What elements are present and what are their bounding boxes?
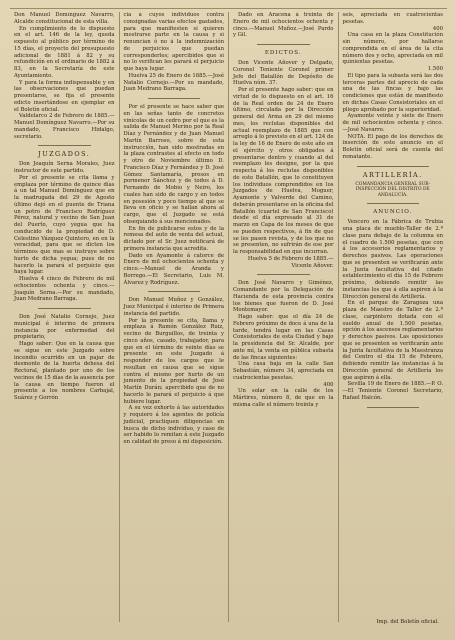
divider [38, 145, 91, 146]
divider [38, 308, 91, 309]
paragraph: En fin de publicarse estos y de la remesa del auto de venta del actual, dictado por el Sr. Juez notificará de primera instancia que acredita. [123, 225, 224, 252]
nota-paragraph: NOTA. El pago de los derechos de inserción de este anuncio en el Boletín oficial será de cuenta del rematante. [342, 133, 443, 160]
signature-line: Huelva 5 de Febrero de 1885.—Vicente Añover. [247, 255, 334, 269]
divider [257, 274, 310, 275]
listing-amount: 400 [323, 381, 334, 388]
listing-paragraph: Una casa en la plaza Constitución sin número, por hallarse comprendida en el área de la cita número dos y ocho, apreciada en mil quinientas pesetas. [342, 32, 443, 66]
juez-heading: Don Joaquín Serna Morales, Juez instructor de este partido. [14, 161, 115, 174]
columns [10, 12, 447, 622]
signature-paragraph: Huelva 4 cinco de Febrero de mil ochocientos ochenta y cinco.—Joaquín Serna.—Por su mandado, Juan Medrano Barraga. [14, 276, 115, 303]
divider [148, 98, 201, 99]
signature-paragraph: Sevilla 19 de Enero de 1885.—P. O.—El Teniente Coronel Secretario, Rafael Halcón. [342, 381, 443, 401]
signature-paragraph: Ayamonte veinte y siete de Enero de mil ochocientos ochenta y cinco.—José Navarro. [342, 113, 443, 133]
column-1 [10, 12, 120, 622]
top-rule [10, 8, 447, 11]
section-heading-artilleria: ARTILLERÍA. [362, 170, 423, 179]
paragraph: Por la presente se cita, llama y emplaza á Ramón González Ruiz, vecino de Burguillos, de treinta y cinco años, casado, trabajador, para que en el término de veinte días se presente en este Juzgado á responder de los cargos que le resultan en causa que se sigue contra el mismo por hurto de un jumento de la propiedad de José Martín Durán; apercibido que de no hacerlo le parará el perjuicio á que hubiere lugar. [123, 317, 224, 405]
divider [257, 44, 310, 45]
signature-paragraph: Huelva 25 de Enero de 1885.—José Natalio Cornejo.—Por su mandado, Juan Medrano Barraga. [123, 72, 224, 93]
paragraph: Hago saber: que el día 24 de Febrero próximo de doce á una de la tarde, tendrá lugar en las Casas Consistoriales de esta Ciudad y bajo la presidencia del Sr. Alcalde, por ante mí, la venta en pública subasta de las fincas siguientes: [233, 314, 334, 361]
alcalde-heading: Don Manuel Domínguez Navarro, Alcalde constitucional de esta villa. [14, 12, 115, 25]
paragraph: A su vez exhorto á las autoridades y requiero á los agentes de policía judicial, practiquen diligencias en busca de dicho individuo, y caso de ser habido lo remitan á este Juzgado en calidad de preso á mi disposición. [123, 405, 224, 445]
listing-paragraph: seis, apreciada en cuatrocientas pesetas. [342, 12, 443, 25]
signature-paragraph: Valdelarco 2 de Febrero de 1885.—Manuel Domínguez Navarro.—Por su mandado, Francisco Hidalgo, secretario. [14, 113, 115, 140]
section-subheading: COMANDANCIA GENERAL SUB-INSPECCIÓN DEL DISTRITO DE ANDALUCÍA. [355, 181, 431, 198]
section-heading-juzgados: JUZGADOS. [38, 150, 91, 159]
column-2 [120, 12, 230, 622]
paragraph: cia á cuyos individuos contra consignadas varias efectos gastados, para que manifiesten si quieren mostrarse parte en la causa y si renuncian ó no á la indemnización de perjuicios que puedan corresponderles; apercibidos que si no lo verifican les parará el perjuicio que haya lugar. [123, 12, 224, 72]
anuncio-heading: ANUNCIO. [373, 209, 413, 216]
juez-heading: Don José Natalio Cornejo, Juez municipal é interino de primera instancia por enfermedad del propietario, [14, 314, 115, 341]
officer-heading: Don José Navarro y Giménez, Comandante por la Delegación de Hacienda de esta provincia contra los bienes que fueron de D. José Montemayor. [233, 280, 334, 314]
paragraph: Y para la forma indispensable y en las observaciones que puedan presentarse, se fija el presente edicto insertándose en ejemplar en el Boletín oficial. [14, 79, 115, 113]
paragraph: El tipo para la subasta será las dos terceras partes del aprecio de cada una de las fincas y bajo las condiciones que están de manifiesto en dichas Casas Consistoriales en el pliego aprobado por la superioridad. [342, 72, 443, 113]
signature-paragraph: Dado en Ayamonte á catorce de Enero de mil ochocientos ochenta y cinco.—Manuel de Aranda y Borrego.—El Secretario, Luis M. Álvarez y Rodríguez. [123, 252, 224, 286]
divider [367, 203, 420, 204]
paragraph: En el parque de Zaragoza una plaza de Maestro de Taller de 2.ª clase, carpintero dotada con el sueldo anual de 1.500 pesetas, opción á los ascensos reglamentarios y derechos pasivos. Las oposiciones que se presenten se verificarán ante la Junta facultativa de la Maestranza del Centro el día 15 de Febrero, debiendo remitir las instancias á la Dirección general de Artillería los que aspiren á ella. [342, 300, 443, 381]
paragraph: Por el presente hago saber: que en virtud de lo dispuesto en el art. 16 de la Real orden de 24 de Enero último, circulada por la Dirección general del Arma en 29 del mismo mes, los reclutas disponibles del actual reemplazo de 1885 que con arreglo á lo previsto en el art. 124 de la ley de 16 de Enero de este año en el ejército y otros obligados á presentarse dentro y cuando al del reemplazo les designe, por la que respecta á los reclutas disponibles de este Batallón, que lo constituyen los individuos comprendidos en los Juzgados de Huelva, Moguer, Ayamonte y Valverde del Camino, deberán presentarse en la oficina del Batallón (cuartel de San Francisco) desde el día expresado al 31 de marzo en Capa de los meses de que se pueden respectivos, á fin de que se les pasen revista, y de los que no se presenten, no sufrirán de ese por la responsabilidad en que incurran. [233, 87, 334, 255]
paragraph: En cumplimiento de lo dispuesto en el art. 146 de la ley, queda expuesto al público por término de 15 días, el proyecto del presupuesto adicional de 1881 á 82 y su refundición en el ordinario de 1882 á 83, en la Secretaría de este Ayuntamiento. [14, 25, 115, 79]
listing-paragraph: Un solar en la calle de los Mártires, número 8, de que en la misma calle el número treinta y [233, 388, 334, 408]
officer-heading: Don Vicente Añover y Delgado, Coronel Teniente Coronel primer Jefe del Batallón de Depósito de Huelva núm. 37. [233, 60, 334, 87]
listing-amount: 1.500 [427, 66, 443, 72]
listing-amount: 400 [432, 25, 443, 32]
column-4 [339, 12, 448, 622]
paragraph: Hago saber: Que en la causa que se sigue en este Juzgado sobre incendio ocurrido en un pajar de desmonte de la huerta dehesa del Rectoral, plantado por uno de los vecinos de 15 días de la ausencia por la causa en tiempo fueron el presente a los nombres Carbajal, Suárez y Gorrón [14, 341, 115, 401]
divider [367, 407, 420, 408]
column-3 [229, 12, 339, 622]
signature-paragraph: Dado en Aracena á treinta de Enero de mil ochocientos ochenta y cinco.—Manuel Muñoz.—José Pardo y Gil. [233, 12, 334, 39]
divider [148, 291, 201, 292]
juez-heading: Don Manuel Muñoz y González, Juez Municipal é interino de Primera instancia del partido. [123, 297, 224, 317]
section-heading-edictos: EDICTOS. [264, 50, 302, 56]
divider [357, 166, 430, 167]
listing-paragraph: Una casa baja en la calle San Sebastián, número 34, apreciada en cuatrocientas pesetas. [233, 361, 334, 381]
paragraph: Por el presente se cita llama y emplaza por término de quince días á un tal Manuel Domínguez que en la madrugada del 29 de Agosto último dejó en el puente de Triana un potro de Francisco Rodríguez Pérez, natural y vecino de San Juan del Puerto, cuyo yegua que ha conducido de la propiedad de D. Celestino Vázquez Quintero, en en la veracidad, para que se dicten los términos que mas se instruye sobre hurto de dicha yegua; pues de no hacerlo la parará el perjuicio que haya lugar. [14, 174, 115, 276]
paragraph: Vencero en la Fábrica de Trubia una placa de mueblo-Taller de 2.ª clase para debajo de la columna en el cuadro de 1.500 pesetas, que con á los accesorios reglamentarios y derechos pasivos. Las operaciones que se presenten se verificarán ante la Junta facultativa del citado establecimiento el día 15 de Febrero próximo, debiendo remitir las instancias los que á ella aspiren á la Dirección general de Artillería. [342, 219, 443, 300]
paragraph: Por el presente se hace saber que en las señas tanto de concretos vinícolas de un cedro por el que es la salida de Manuel Merino por la Real Díaz y Fernández y de Juan Manuel Martín Barroso, sobre de esta instrucción, han sido mostradas en la plaza contrastes al efecto en todo y otro de Noviembre último D. Francisco Díaz y Fernández y D. José Gómez Santamaría, presos en pormenor Sánchez y de todos á D. Fernando de Mobio y Neiro, los cuales han sido de cargo y en todos en posesión y poco tiempo al que se lleva en oficio y se hallan ahora al cargo, que el Juzgado se está obsequiando á sus mencionados. [123, 104, 224, 225]
imprint-line: Imp. del Boletín oficial. [376, 619, 439, 625]
